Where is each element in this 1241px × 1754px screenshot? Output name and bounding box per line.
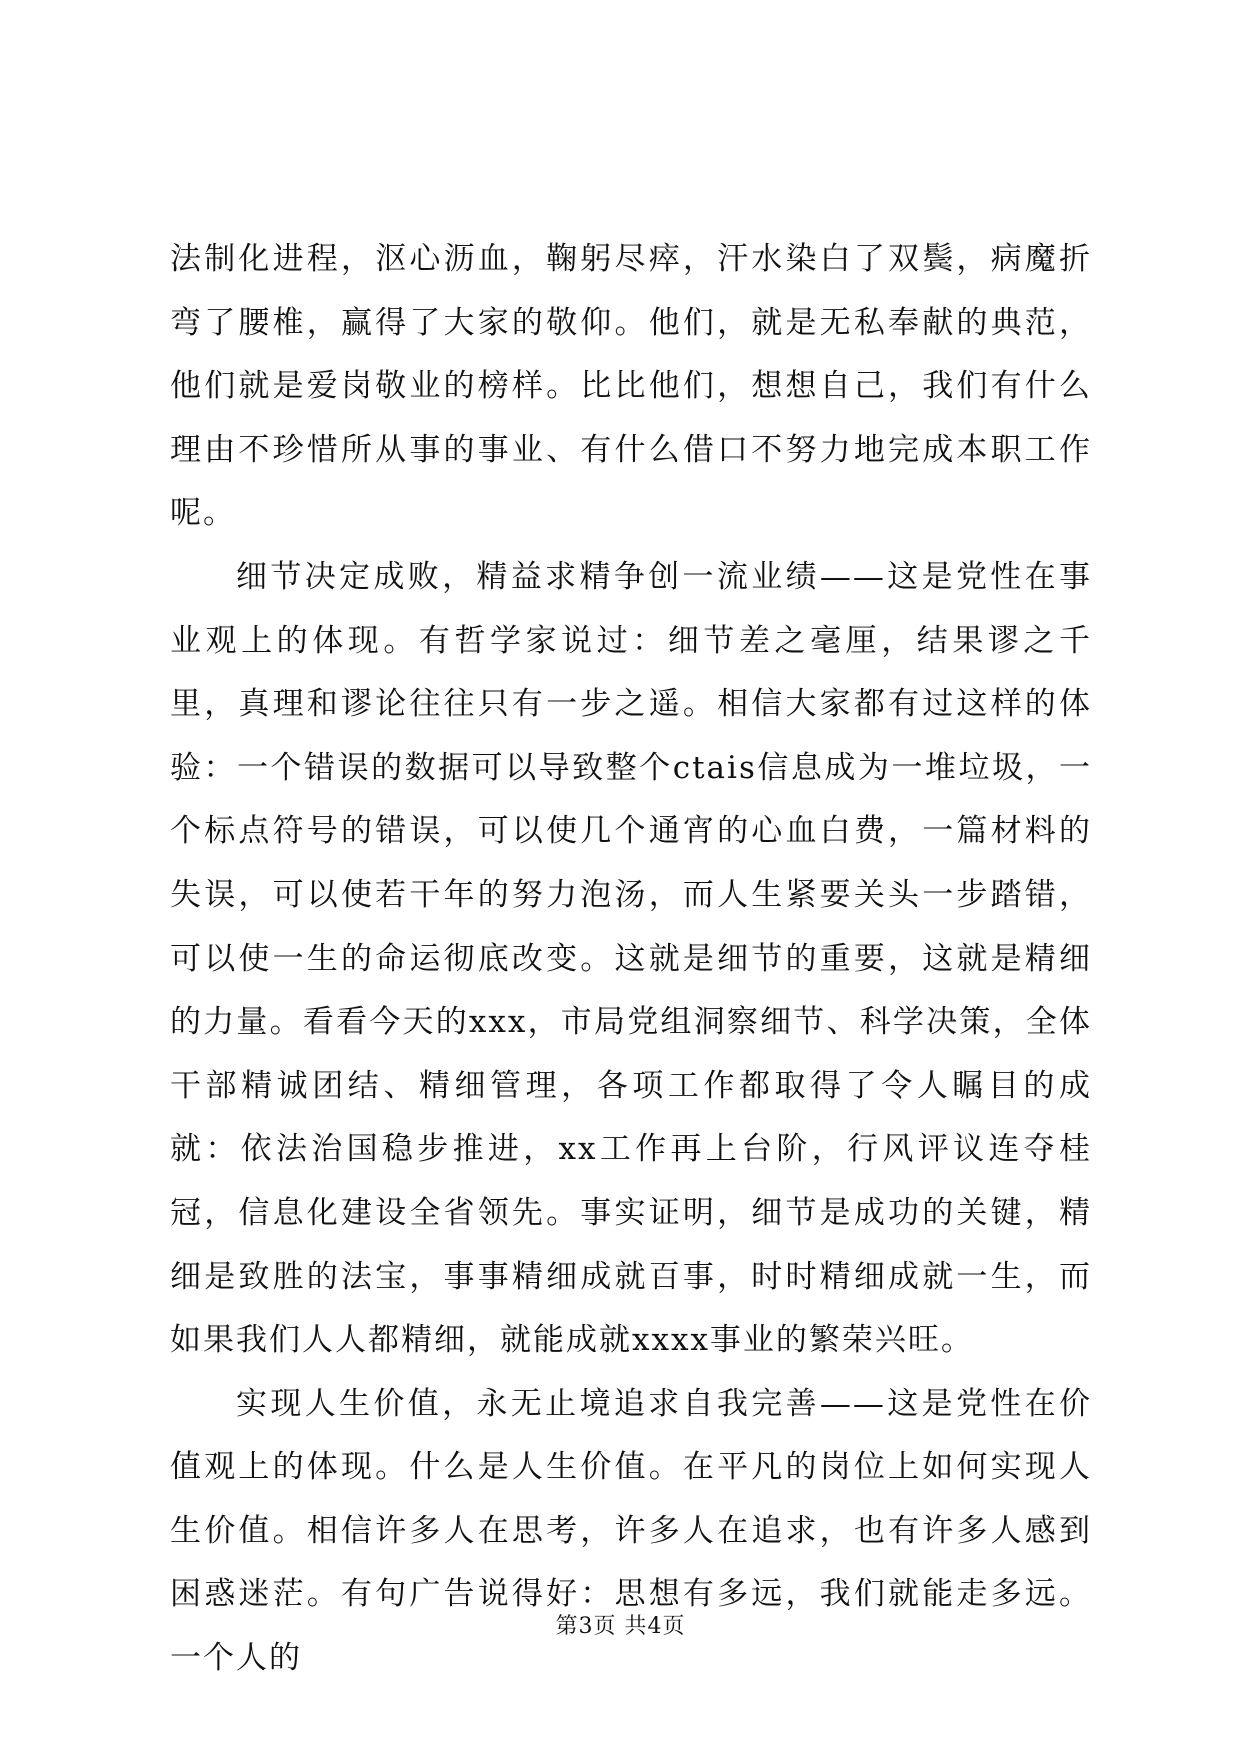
page-footer: 第3页 共4页 bbox=[555, 1614, 686, 1639]
paragraph-life-value: 实现人生价值，永无止境追求自我完善——这是党性在价值观上的体现。什么是人生价值。在平凡的岗位上如何实现人生价值。相信许多人在思考，许多人在追求，也有许多人感到困惑迷茫。有句广告说得好：思想有多远，我们就能走多远。一个人的 bbox=[170, 1385, 1092, 1677]
paragraph-details-matter: 细节决定成败，精益求精争创一流业绩——这是党性在事业观上的体现。有哲学家说过：细节差之毫厘，结果谬之千里，真理和谬论往往只有一步之遥。相信大家都有过这样的体验：一个错误的数据可以导致整个ctais信息成为一堆垃圾，一个标点符号的错误，可以使几个通宵的心血白费，一篇材料的失误，可以使若干年的努力泡汤，而人生紧要关头一步踏错，可以使一生的命运彻底改变。这就是细节的重要，这就是精细的力量。看看今天的xxx，市局党组洞察细节、科学决策，全体干部精诚团结、精细管理，各项工作都取得了令人瞩目的成就：依法治国稳步推进，xx工作再上台阶，行风评议连夺桂冠，信息化建设全省领先。事实证明，细节是成功的关键，精细是致胜的法宝，事事精细成就百事，时时精细成就一生，而如果我们人人都精细，就能成就xxxx事业的繁荣兴旺。 bbox=[170, 558, 1092, 1359]
document-body bbox=[170, 228, 1092, 1691]
paragraph-continuation: 法制化进程，沤心沥血，鞠躬尽瘁，汗水染白了双鬓，病魔折弯了腰椎，赢得了大家的敬仰。他们，就是无私奉献的典范，他们就是爱岗敬业的榜样。比比他们，想想自己，我们有什么理由不珍惜所从事的事业、有什么借口不努力地完成本职工作呢。 bbox=[170, 241, 1092, 532]
